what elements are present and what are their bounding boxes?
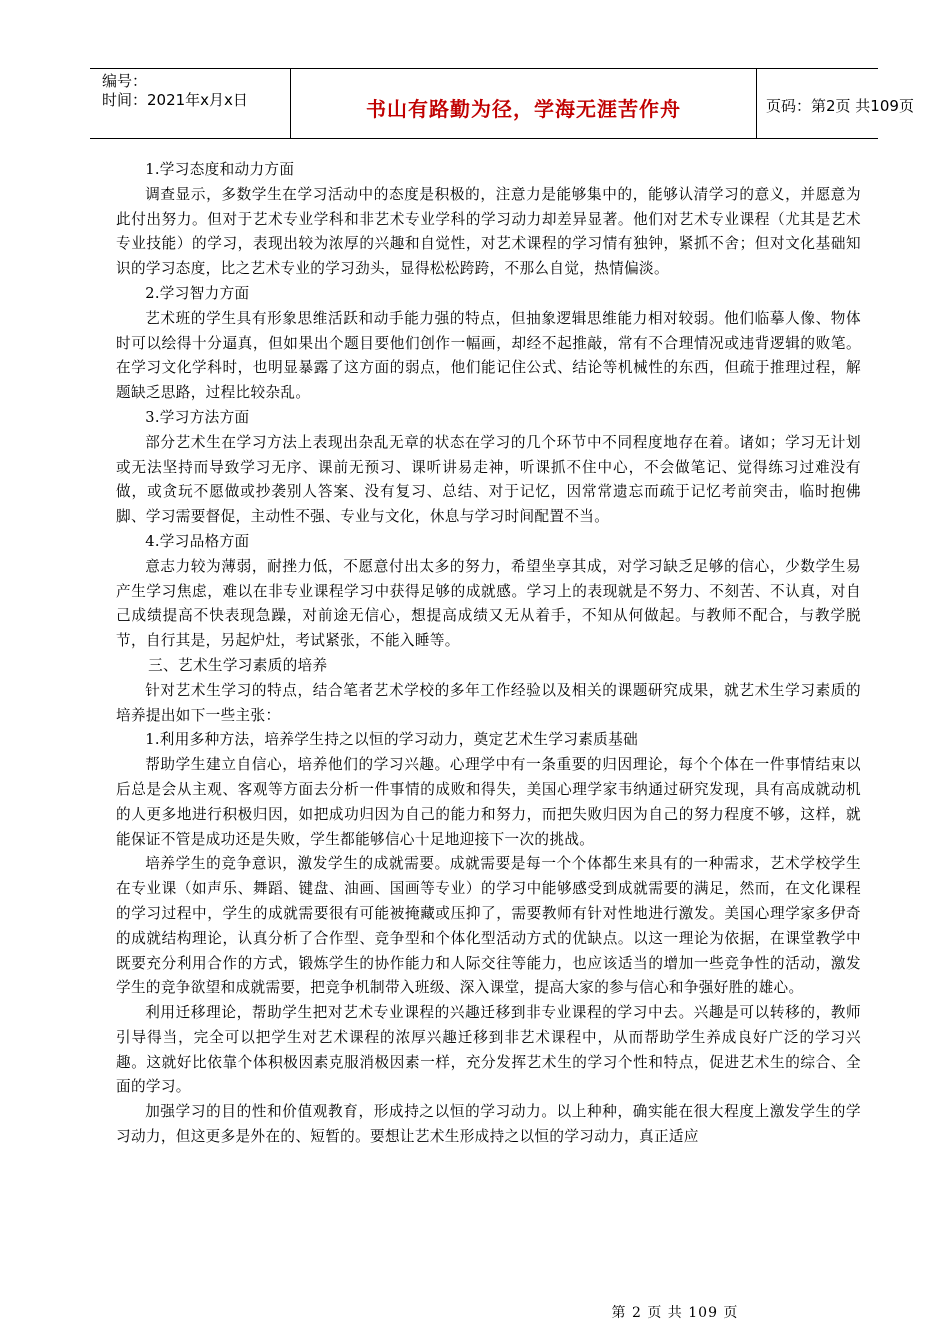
header-info-cell — [90, 69, 290, 138]
document-body — [116, 158, 861, 1150]
page-code: 页码：第2页 共109页 — [766, 97, 914, 115]
body-paragraph: 帮助学生建立自信心，培养他们的学习兴趣。心理学中有一条重要的归因理论，每个个体在一件事情结束以后总是会从主观、客观等方面去分析一件事情的成败和得失，美国心理学家韦纳通过研究发现，具有高成就动机的人更多地进行积极归因，如把成功归因为自己的能力和努力，而把失败归因为自己的努力程度不够，这样，就能保证不管是成功还是失败，学生都能够信心十足地迎接下一次的挑战。 — [116, 756, 861, 848]
page-footer — [0, 1302, 950, 1322]
section-heading: 4.学习品格方面 — [145, 532, 250, 550]
section-heading: 3.学习方法方面 — [145, 408, 250, 426]
body-paragraph: 加强学习的目的性和价值观教育，形成持之以恒的学习动力。以上种种，确实能在很大程度上激发学生的学习动力，但这更多是外在的、短暂的。要想让艺术生形成持之以恒的学习动力，真正适应 — [116, 1103, 861, 1146]
body-paragraph: 利用迁移理论，帮助学生把对艺术专业课程的兴趣迁移到非专业课程的学习中去。兴趣是可以转移的，教师引导得当，完全可以把学生对艺术课程的浓厚兴趣迁移到非艺术课程中，从而帮助学生养成良好广泛的学习兴趣。这就好比依靠个体积极因素克服消极因素一样，充分发挥艺术生的学习个性和特点，促进艺术生的综合、全面的学习。 — [116, 1004, 861, 1096]
footer-page-number: 第 2 页 共 109 页 — [611, 1305, 739, 1321]
body-paragraph: 针对艺术生学习的特点，结合笔者艺术学校的多年工作经验以及相关的课题研究成果，就艺术生学习素质的培养提出如下一些主张： — [116, 681, 861, 724]
header-motto-cell — [290, 69, 757, 138]
time-label: 时间：2021年x月x日 — [102, 91, 248, 109]
body-paragraph: 部分艺术生在学习方法上表现出杂乱无章的状态在学习的几个环节中不同程度地存在着。诸如；学习无计划或无法坚持而导致学习无序、课前无预习、课听讲易走神，听课抓不住中心，不会做笔记、觉得练习过难没有做，或贪玩不愿做或抄袭别人答案、没有复习、总结、对于记忆，因常常遗忘而疏于记忆考前突击，临时抱佛脚、学习需要督促，主动性不强、专业与文化，休息与学习时间配置不当。 — [116, 433, 861, 526]
body-paragraph: 培养学生的竞争意识，激发学生的成就需要。成就需要是每一个个体都生来具有的一种需求，艺术学校学生在专业课（如声乐、舞蹈、键盘、油画、国画等专业）的学习中能够感受到成就需要的满足，然而，在文化课程的学习过程中，学生的成就需要很有可能被掩藏或压抑了，需要教师有针对性地进行激发。美国心理学家多伊奇的成就结构理论，认真分析了合作型、竞争型和个体化型活动方式的优缺点。以这一理论为依据，在课堂教学中既要充分利用合作的方式，锻炼学生的协作能力和人际交往等能力，也应该适当的增加一些竞争性的活动，激发学生的竞争欲望和成就需要，把竞争机制带入班级、深入课堂，提高大家的参与信心和争强好胜的雄心。 — [116, 855, 861, 997]
page-header — [90, 68, 914, 139]
motto-text: 书山有路勤为径，学海无涯苦作舟 — [366, 97, 681, 121]
header-page-cell — [756, 69, 914, 138]
section-heading: 2.学习智力方面 — [145, 284, 250, 302]
body-paragraph: 调查显示，多数学生在学习活动中的态度是积极的，注意力是能够集中的，能够认清学习的意义，并愿意为此付出努力。但对于艺术专业学科和非艺术专业学科的学习动力却差异显著。他们对艺术专业课程（尤其是艺术专业技能）的学习，表现出较为浓厚的兴趣和自觉性，对艺术课程的学习情有独钟，紧抓不舍；但对文化基础知识的学习态度，比之艺术专业的学习劲头，显得松松跨跨，不那么自觉，热情偏淡。 — [116, 185, 861, 278]
body-paragraph: 艺术班的学生具有形象思维活跃和动手能力强的特点，但抽象逻辑思维能力相对较弱。他们临摹人像、物体时可以绘得十分逼真，但如果出个题目要他们创作一幅画，却经不起推敲，常有不合理情况或违背逻辑的败笔。在学习文化学科时，也明显暴露了这方面的弱点，他们能记住公式、结论等机械性的东西，但疏于推理过程，解题缺乏思路，过程比较杂乱。 — [116, 309, 861, 402]
section-heading: 1.利用多种方法，培养学生持之以恒的学习动力，奠定艺术生学习素质基础 — [145, 731, 639, 749]
section-heading: 1.学习态度和动力方面 — [145, 161, 295, 178]
body-paragraph: 意志力较为薄弱，耐挫力低，不愿意付出太多的努力，希望坐享其成，对学习缺乏足够的信心，少数学生易产生学习焦虑，难以在非专业课程学习中获得足够的成就感。学习上的表现就是不努力、不刻苦、不认真，对自己成绩提高不快表现急躁，对前途无信心，想提高成绩又无从着手，不知从何做起。与教师不配合，与教学脱节，自行其是，另起炉灶，考试紧张，不能入睡等。 — [116, 557, 861, 650]
number-label: 编号： — [102, 72, 148, 90]
chapter-heading: 三、艺术生学习素质的培养 — [148, 656, 328, 674]
